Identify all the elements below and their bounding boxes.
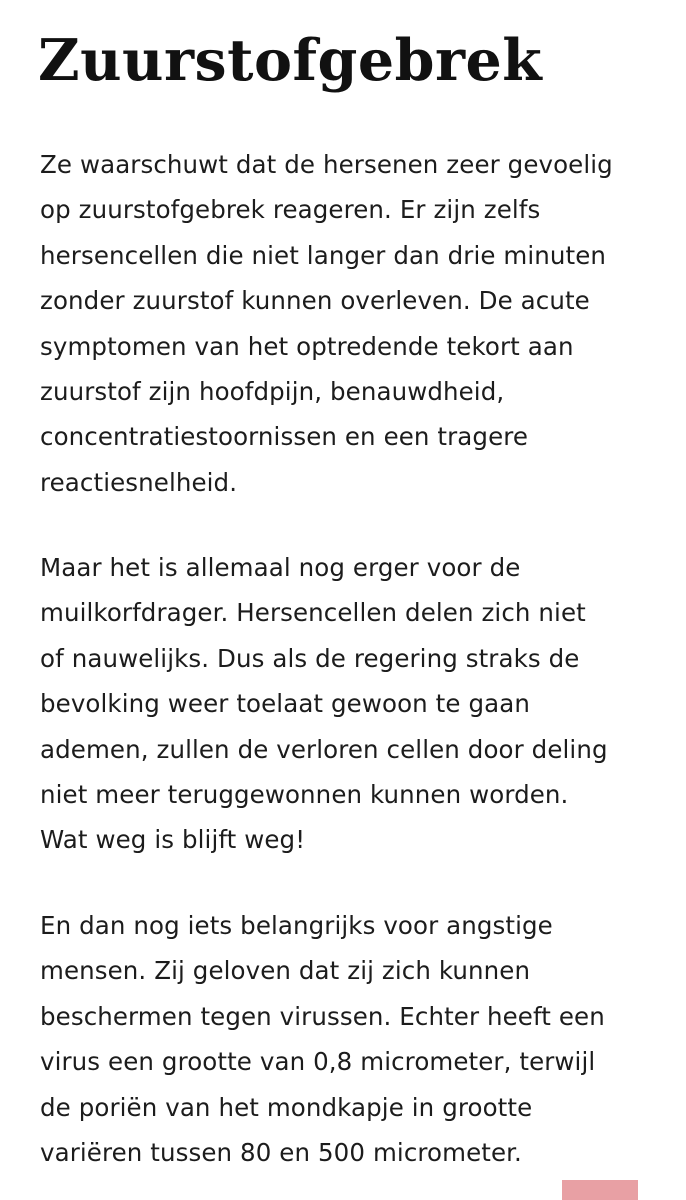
paragraph-line: mensen. Zij geloven dat zij zich kunnen — [40, 956, 531, 986]
paragraph-3 — [40, 903, 660, 1175]
paragraph-line: muilkorfdrager. Hersencellen delen zich niet — [40, 598, 586, 628]
paragraph-line: symptomen van het optredende tekort aan — [40, 331, 574, 361]
paragraph-line: Wat weg is blijft weg! — [40, 825, 306, 855]
paragraph-line: niet meer teruggewonnen kunnen worden. — [40, 780, 569, 810]
paragraph-line: concentratiestoornissen en een tragere — [40, 422, 529, 452]
paragraph-line: bevolking weer toelaat gewoon te gaan — [40, 689, 530, 719]
paragraph-2 — [40, 545, 660, 863]
paragraph-line: op zuurstofgebrek reageren. Er zijn zelfs — [40, 195, 541, 225]
paragraph-1 — [40, 142, 660, 505]
paragraph-line: variëren tussen 80 en 500 micrometer. — [40, 1138, 522, 1168]
article-title: Zuurstofgebrek — [38, 27, 543, 94]
paragraph-line: of nauwelijks. Dus als de regering straks de — [40, 643, 580, 673]
floating-action-tab[interactable] — [562, 1180, 638, 1200]
paragraph-line: zuurstof zijn hoofdpijn, benauwdheid, — [40, 377, 505, 407]
paragraph-line: reactiesnelheid. — [40, 467, 238, 497]
paragraph-line: ademen, zullen de verloren cellen door deling — [40, 734, 608, 764]
paragraph-line: Ze waarschuwt dat de hersenen zeer gevoelig — [40, 150, 613, 179]
paragraph-line: hersencellen die niet langer dan drie minuten — [40, 240, 607, 270]
paragraph-line: virus een grootte van 0,8 micrometer, terwijl — [40, 1047, 596, 1077]
paragraph-line: de poriën van het mondkapje in grootte — [40, 1092, 533, 1122]
paragraph-line: zonder zuurstof kunnen overleven. De acute — [40, 286, 590, 316]
paragraph-line: En dan nog iets belangrijks voor angstige — [40, 911, 553, 940]
paragraph-line: Maar het is allemaal nog erger voor de — [40, 553, 521, 582]
paragraph-line: beschermen tegen virussen. Echter heeft een — [40, 1001, 605, 1031]
